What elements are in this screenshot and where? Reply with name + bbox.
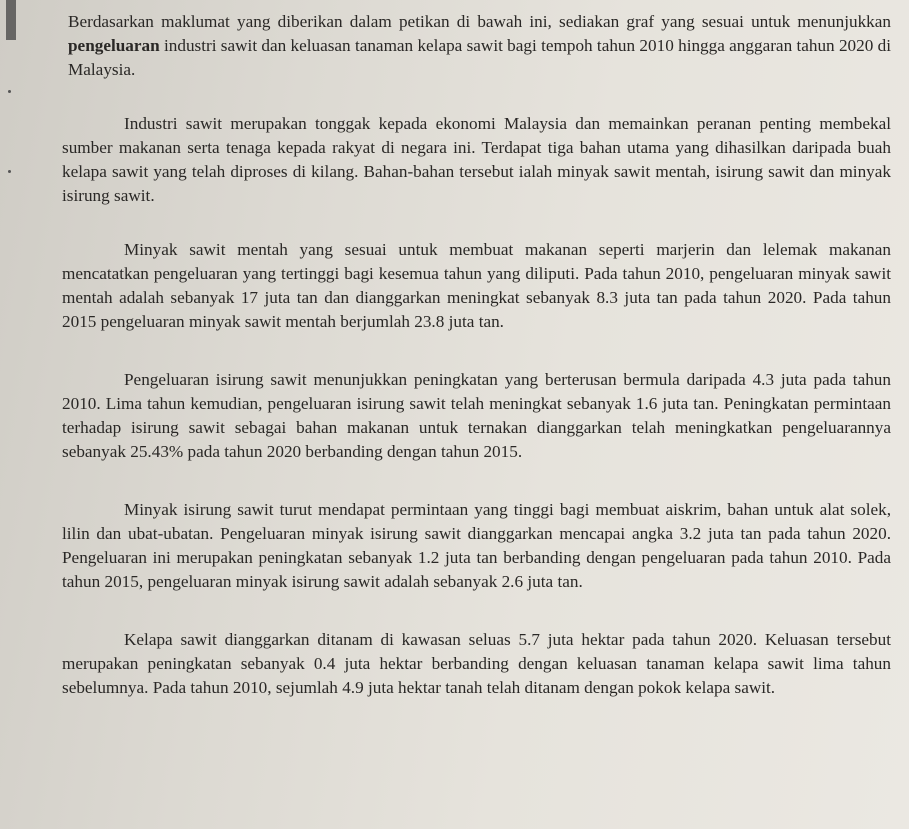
question-instruction (62, 10, 891, 82)
paragraph-crude-palm-oil: Minyak sawit mentah yang sesuai untuk membuat makanan seperti marjerin dan lelemak makanan mencatatkan pengeluaran yang tertinggi bagi kesemua tahun yang diliputi. Pada tahun 2010, pengeluaran minyak sawit mentah adalah sebanyak 17 juta tan dan dianggarkan meningkat sebanyak 8.3 juta tan pada tahun 2020. Pada tahun 2015 pengeluaran minyak sawit mentah berjumlah 23.8 juta tan. (62, 240, 891, 331)
instruction-text-start: Berdasarkan maklumat yang diberikan dalam petikan di bawah ini, sediakan graf yang sesuai untuk menunjukkan (68, 12, 891, 31)
paragraph-palm-kernel-oil: Minyak isirung sawit turut mendapat permintaan yang tinggi bagi membuat aiskrim, bahan untuk alat solek, lilin dan ubat-ubatan. Pengeluaran minyak isirung sawit dianggarkan mencapai angka 3.2 juta tan pada tahun 2020. Pengeluaran ini merupakan peningkatan sebanyak 1.2 juta tan berbanding dengan pengeluaran pada tahun 2010. Pada tahun 2015, pengeluaran minyak isirung sawit adalah sebanyak 2.6 juta tan. (62, 500, 891, 591)
paragraph-industry-overview: Industri sawit merupakan tonggak kepada ekonomi Malaysia dan memainkan peranan penting membekal sumber makanan serta tenaga kepada rakyat di negara ini. Terdapat tiga bahan utama yang dihasilkan daripada buah kelapa sawit yang telah diproses di kilang. Bahan-bahan tersebut ialah minyak sawit mentah, isirung sawit dan minyak isirung sawit. (62, 114, 891, 205)
instruction-text-end: industri sawit dan keluasan tanaman kelapa sawit bagi tempoh tahun 2010 hingga anggaran tahun 2020 di Malaysia. (68, 36, 891, 79)
paragraph-palm-kernel: Pengeluaran isirung sawit menunjukkan peningkatan yang berterusan bermula daripada 4.3 juta pada tahun 2010. Lima tahun kemudian, pengeluaran isirung sawit telah meningkat sebanyak 1.6 juta tan. Peningkatan permintaan terhadap isirung sawit sebagai bahan makanan untuk ternakan dianggarkan telah meningkatkan pengeluarannya sebanyak 25.43% pada tahun 2020 berbanding dengan tahun 2015. (62, 370, 891, 461)
instruction-bold-term: pengeluaran (68, 36, 160, 55)
paragraph-plantation-area: Kelapa sawit dianggarkan ditanam di kawasan seluas 5.7 juta hektar pada tahun 2020. Keluasan tersebut merupakan peningkatan sebanyak 0.4 juta hektar berbanding dengan keluasan tanaman kelapa sawit lima tahun sebelumnya. Pada tahun 2010, sejumlah 4.9 juta hektar tanah telah ditanam dengan pokok kelapa sawit. (62, 630, 891, 697)
